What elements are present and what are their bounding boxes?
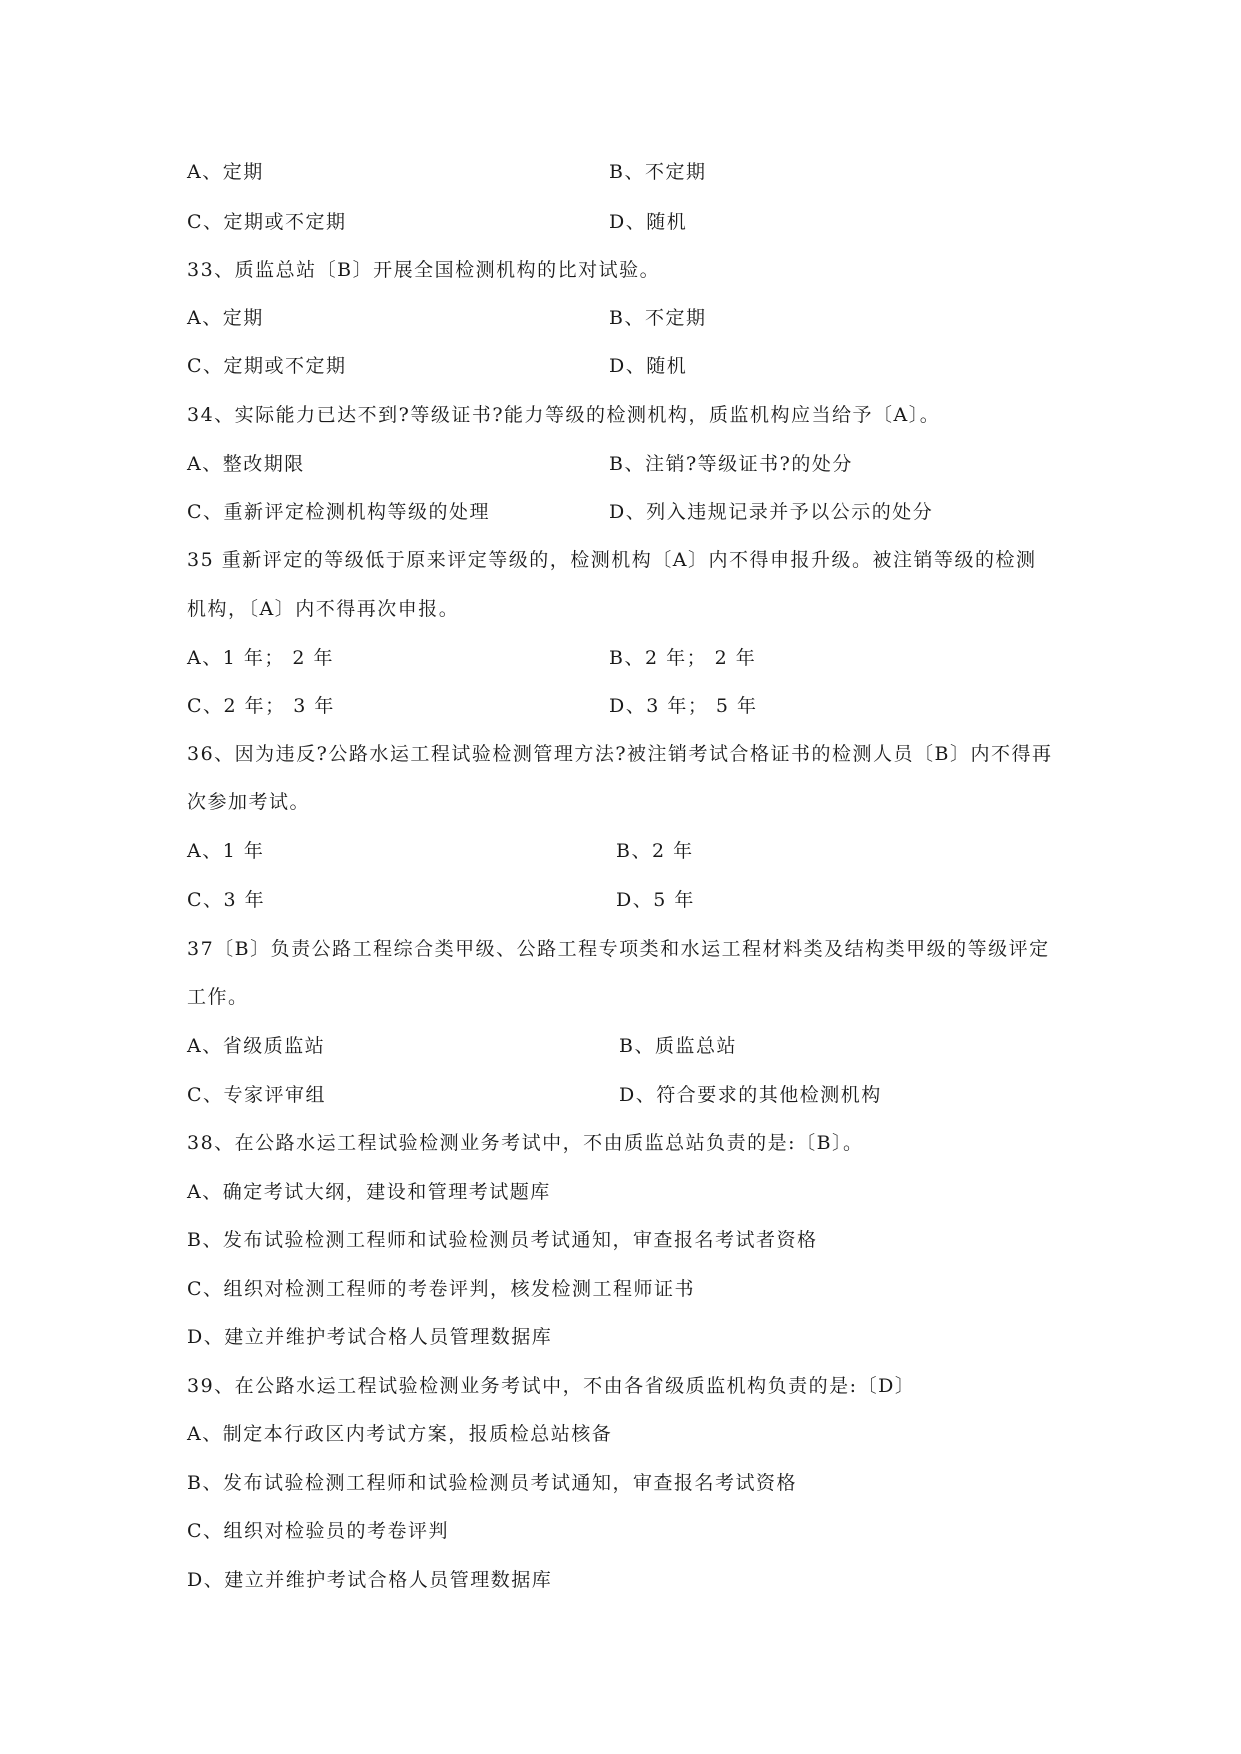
q33-option-d: D、随机	[609, 355, 688, 377]
q34-option-d: D、列入违规记录并予以公示的处分	[609, 501, 934, 523]
q39-option-c: C、组织对检验员的考卷评判	[187, 1520, 450, 1542]
question-37-line-2: 工作。	[187, 986, 249, 1008]
q34-option-a: A、整改期限	[187, 453, 305, 475]
q33-option-b: B、不定期	[609, 307, 707, 329]
q38-option-b: B、发布试验检测工程师和试验检测员考试通知，审查报名考试者资格	[187, 1229, 818, 1251]
q35-option-a: A、1 年； 2 年	[187, 647, 335, 669]
q37-option-d: D、符合要求的其他检测机构	[619, 1084, 882, 1106]
q34-option-b: B、注销?等级证书?的处分	[609, 453, 853, 475]
question-37-line-1: 37〔B〕负责公路工程综合类甲级、公路工程专项类和水运工程材料类及结构类甲级的等级评定	[187, 938, 1050, 960]
q33-option-a: A、定期	[187, 307, 264, 329]
question-39: 39、在公路水运工程试验检测业务考试中，不由各省级质监机构负责的是:〔D〕	[187, 1375, 916, 1397]
question-35-line-2: 机构，〔A〕内不得再次申报。	[187, 598, 460, 620]
q37-option-a: A、省级质监站	[187, 1035, 326, 1057]
q37-option-c: C、专家评审组	[187, 1084, 327, 1106]
q39-option-d: D、建立并维护考试合格人员管理数据库	[187, 1569, 553, 1591]
q39-option-a: A、制定本行政区内考试方案，报质检总站核备	[187, 1423, 613, 1445]
question-36-line-1: 36、因为违反?公路水运工程试验检测管理方法?被注销考试合格证书的检测人员〔B〕内不得再	[187, 743, 1053, 765]
question-35-line-1: 35 重新评定的等级低于原来评定等级的，检测机构〔A〕内不得申报升级。被注销等级的检测	[187, 549, 1037, 571]
q35-option-d: D、3 年； 5 年	[609, 695, 758, 717]
q38-option-a: A、确定考试大纲，建设和管理考试题库	[187, 1181, 551, 1203]
question-33: 33、质监总站〔B〕开展全国检测机构的比对试验。	[187, 259, 661, 281]
q37-option-b: B、质监总站	[619, 1035, 737, 1057]
q36-option-b: B、2 年	[616, 840, 694, 862]
question-34: 34、实际能力已达不到?等级证书?能力等级的检测机构，质监机构应当给予〔A〕。	[187, 404, 941, 426]
q33-option-c: C、定期或不定期	[187, 355, 347, 377]
q38-option-d: D、建立并维护考试合格人员管理数据库	[187, 1326, 553, 1348]
q32-option-c: C、定期或不定期	[187, 211, 347, 233]
q35-option-c: C、2 年； 3 年	[187, 695, 335, 717]
q36-option-c: C、3 年	[187, 889, 266, 911]
q32-option-a: A、定期	[187, 161, 264, 183]
q36-option-a: A、1 年	[187, 840, 265, 862]
question-36-line-2: 次参加考试。	[187, 791, 311, 813]
q36-option-d: D、5 年	[616, 889, 695, 911]
q38-option-c: C、组织对检测工程师的考卷评判，核发检测工程师证书	[187, 1278, 696, 1300]
q39-option-b: B、发布试验检测工程师和试验检测员考试通知，审查报名考试资格	[187, 1472, 797, 1494]
q32-option-d: D、随机	[609, 211, 688, 233]
q35-option-b: B、2 年； 2 年	[609, 647, 757, 669]
q34-option-c: C、重新评定检测机构等级的处理	[187, 501, 491, 523]
question-38: 38、在公路水运工程试验检测业务考试中，不由质监总站负责的是:〔B〕。	[187, 1132, 864, 1154]
q32-option-b: B、不定期	[609, 161, 707, 183]
